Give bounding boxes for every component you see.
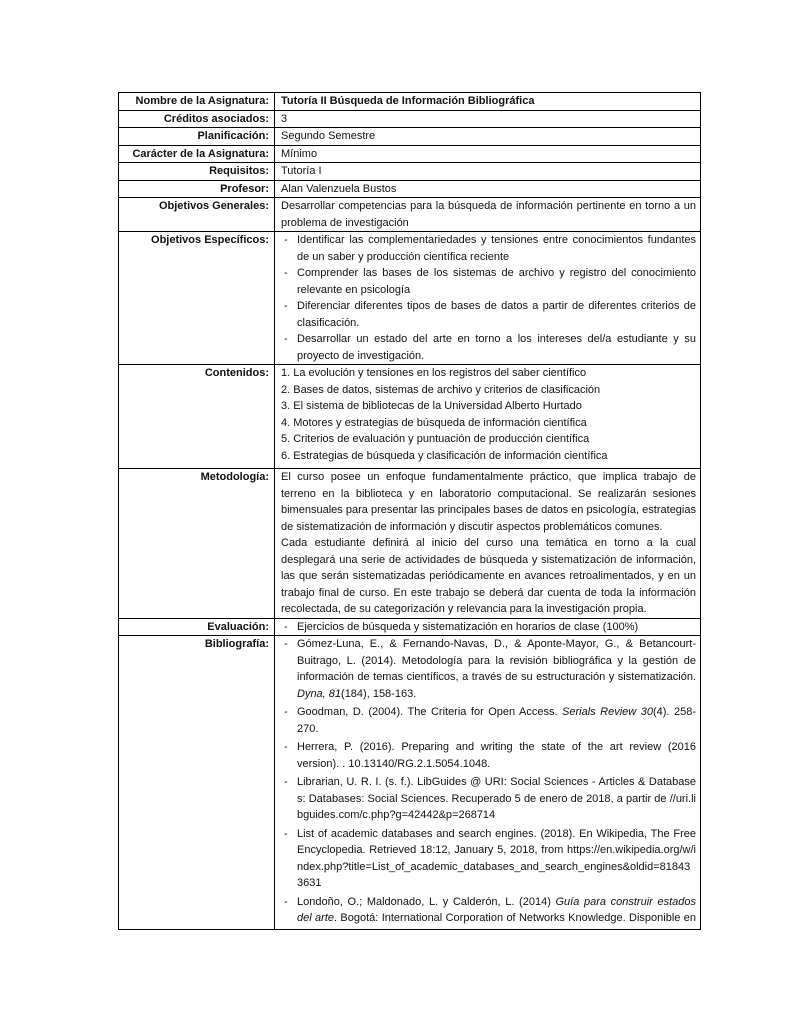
value-creditos: 3 xyxy=(275,110,701,128)
bib-text: (184), 158-163. xyxy=(341,687,417,700)
label-requisitos: Requisitos: xyxy=(119,163,275,181)
bib-text: . Bogotá: International Corporation of Networks Knowledge. Disponible en xyxy=(334,912,696,924)
list-item: - Identificar las complementariedades y tensiones entre conocimientos fundantes de un saber y producción científica reciente xyxy=(281,232,696,265)
row-objetivos-especificos xyxy=(119,232,701,365)
evaluacion-list xyxy=(281,619,696,636)
row-creditos xyxy=(119,110,701,128)
label-profesor: Profesor: xyxy=(119,180,275,198)
label-metodologia: Metodología: xyxy=(119,469,275,619)
bib-title: Guía para construir estados del arte xyxy=(297,895,696,924)
bibliografia-list xyxy=(281,636,696,927)
metodologia-paragraph: Cada estudiante definirá al inicio del curso una temática en torno a la cual desplegará una serie de actividades de búsqueda y sistematización de información, las que serán sistematizadas periódicamente en avances retroalimentados, y en un trabajo final de curso. En este trabajo se deberá dar cuenta de toda la información recolectada, de su categorización y relevancia para la investigación propia. xyxy=(281,537,696,615)
bib-journal: Serials Review 30 xyxy=(562,706,653,718)
value-nombre: Tutoría II Búsqueda de Información Bibliográfica xyxy=(275,93,701,111)
bibliography-entry: - Librarian, U. R. I. (s. f.). LibGuides @ URI: Social Sciences - Articles & Databases: Databases: Social Sciences. Recuperado 5 de enero de 2018, a partir de //uri.libguides.com/c.php?g=42442&p=268714 xyxy=(281,774,696,824)
row-caracter xyxy=(119,145,701,163)
list-item: 4. Motores y estrategias de búsqueda de información científica xyxy=(281,416,587,429)
row-metodologia xyxy=(119,469,701,619)
list-item: 3. El sistema de bibliotecas de la Universidad Alberto Hurtado xyxy=(281,400,582,412)
value-contenidos xyxy=(275,365,701,469)
label-planificacion: Planificación: xyxy=(119,128,275,146)
list-item: - Ejercicios de búsqueda y sistematización en horarios de clase (100%) xyxy=(281,619,696,636)
row-requisitos xyxy=(119,163,701,181)
metodologia-paragraph: El curso posee un enfoque fundamentalmente práctico, que implica trabajo de terreno en la biblioteca y en laboratorio computacional. Se realizarán sesiones bimensuales para presentar las principales bases de datos en psicología, estrategias de sistematización de información y discutir aspectos problemáticos comunes. xyxy=(281,471,696,533)
row-nombre xyxy=(119,93,701,111)
list-item: - Comprender las bases de los sistemas de archivo y registro del conocimiento relevante en psicología xyxy=(281,265,696,298)
label-objetivos-generales: Objetivos Generales: xyxy=(119,198,275,232)
value-metodologia xyxy=(275,469,701,619)
row-contenidos xyxy=(119,365,701,469)
value-requisitos: Tutoría I xyxy=(275,163,701,181)
value-planificacion: Segundo Semestre xyxy=(275,128,701,146)
label-creditos: Créditos asociados: xyxy=(119,110,275,128)
row-objetivos-generales xyxy=(119,198,701,232)
value-bibliografia xyxy=(275,636,701,930)
value-objetivos-especificos xyxy=(275,232,701,365)
row-evaluacion xyxy=(119,618,701,636)
list-item: 1. La evolución y tensiones en los registros del saber científico xyxy=(281,367,587,379)
bibliography-entry xyxy=(281,894,696,927)
value-caracter: Mínimo xyxy=(275,145,701,163)
list-item: - Desarrollar un estado del arte en torno a los intereses del/a estudiante y su proyecto de investigación. xyxy=(281,331,696,364)
bibliography-entry: - List of academic databases and search engines. (2018). En Wikipedia, The Free Encyclopedia. Retrieved 18:12, January 5, 2018, from https://en.wikipedia.org/w/index.php?title=List_of_academic_databases_and_search_engines&oldid=818433631 xyxy=(281,826,696,892)
list-item: - Diferenciar diferentes tipos de bases de datos a partir de diferentes criterios de clasificación. xyxy=(281,298,696,331)
list-item: 6. Estrategias de búsqueda y clasificación de información científica xyxy=(281,449,608,462)
bibliography-entry xyxy=(281,636,696,702)
value-profesor: Alan Valenzuela Bustos xyxy=(275,180,701,198)
row-planificacion xyxy=(119,128,701,146)
label-evaluacion: Evaluación: xyxy=(119,618,275,636)
bib-text: Goodman, D. (2004). The Criteria for Open Access. xyxy=(297,706,563,718)
syllabus-table xyxy=(118,92,701,930)
contenidos-list xyxy=(281,365,696,464)
objetivos-especificos-list xyxy=(281,232,696,364)
value-evaluacion xyxy=(275,618,701,636)
row-bibliografia xyxy=(119,636,701,930)
bib-text: Gómez-Luna, E., & Fernando-Navas, D., & Aponte-Mayor, G., & Betancourt-Buitrago, L. (2014). Metodología para la revisión bibliográfica y la gestión de información de temas científicos, a través de su estructuración y sistematización. xyxy=(297,638,696,683)
label-nombre: Nombre de la Asignatura: xyxy=(119,93,275,111)
label-contenidos: Contenidos: xyxy=(119,365,275,469)
label-caracter: Carácter de la Asignatura: xyxy=(119,145,275,163)
label-bibliografia: Bibliografía: xyxy=(119,636,275,930)
list-item: 2. Bases de datos, sistemas de archivo y criterios de clasificación xyxy=(281,383,601,396)
bib-text: (4). 258-270. xyxy=(297,706,696,735)
row-profesor xyxy=(119,180,701,198)
value-objetivos-generales: Desarrollar competencias para la búsqueda de información pertinente en torno a un problema de investigación xyxy=(275,198,701,232)
label-objetivos-especificos: Objetivos Específicos: xyxy=(119,232,275,365)
list-item: 5. Criterios de evaluación y puntuación de producción científica xyxy=(281,433,590,445)
bibliography-entry xyxy=(281,704,696,737)
bibliography-entry: - Herrera, P. (2016). Preparing and writing the state of the art review (2016 version). . 10.13140/RG.2.1.5054.1048. xyxy=(281,739,696,772)
bib-text: Londoño, O.; Maldonado, L. y Calderón, L. (2014) xyxy=(297,895,556,908)
bib-journal: Dyna, 81 xyxy=(297,687,342,700)
